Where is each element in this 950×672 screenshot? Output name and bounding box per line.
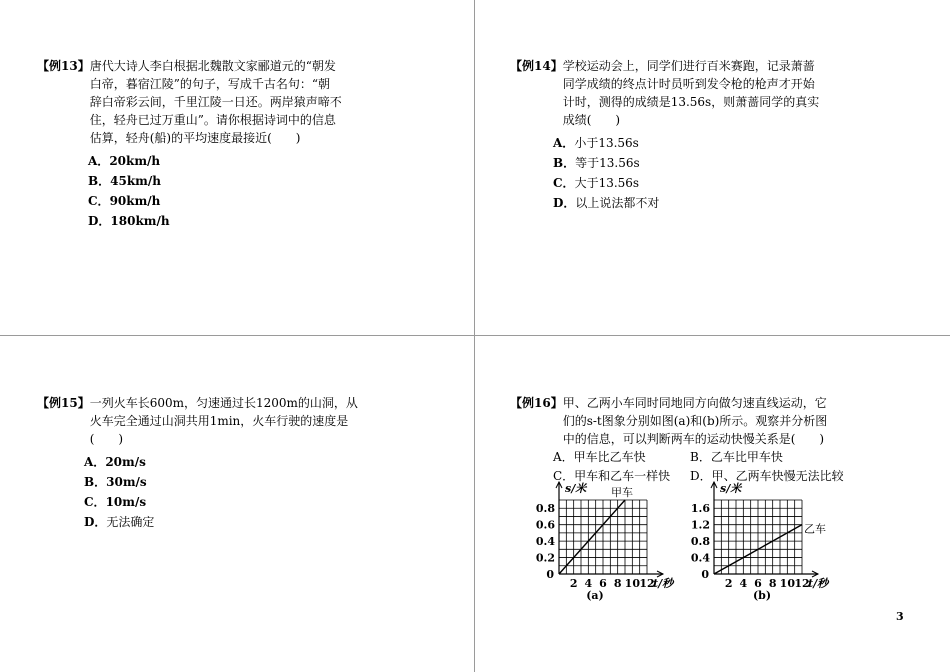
- chart-caption: (b): [752, 589, 772, 602]
- question-line: 们的s-t图象分别如图(a)和(b)所示。观察并分析图: [562, 414, 828, 428]
- series-label: 甲车: [611, 486, 633, 499]
- option-b: B．等于13.56s: [553, 156, 640, 170]
- question-line: 唐代大诗人李白根据北魏散文家郦道元的“朝发: [89, 59, 336, 73]
- option-c: C．甲车和乙车一样快: [553, 469, 671, 483]
- series-label: 乙车: [804, 522, 826, 536]
- option-a: A．小于13.56s: [553, 136, 639, 150]
- question-label: 【例15】: [37, 396, 90, 410]
- chart-b: [690, 474, 850, 604]
- question-text: [563, 394, 855, 448]
- option-b: B．乙车比甲车快: [690, 450, 783, 464]
- option-d: D．无法确定: [84, 515, 155, 529]
- question-16: [510, 394, 855, 486]
- y-tick-label: 0.2: [535, 551, 555, 565]
- option-a: A．甲车比乙车快: [553, 450, 646, 464]
- page-number: 3: [896, 610, 904, 623]
- x-axis-label: t/秒: [653, 577, 674, 590]
- option-d: D．甲、乙两车快慢无法比较: [690, 469, 844, 483]
- x-tick-label: 8: [613, 577, 622, 590]
- option-c: C．90km/h: [88, 194, 161, 208]
- chart-caption: (a): [586, 589, 604, 602]
- question-line: 火车完全通过山洞共用1min，火车行驶的速度是: [89, 414, 349, 428]
- question-14: [510, 57, 840, 213]
- chart-a: [527, 474, 677, 604]
- y-tick-label: 1.2: [690, 518, 710, 532]
- x-tick-label: 2: [569, 577, 578, 590]
- option-c: C．大于13.56s: [553, 176, 640, 190]
- option-b: B．45km/h: [88, 174, 161, 188]
- horizontal-divider: [0, 335, 950, 336]
- question-line: ( ): [89, 432, 124, 446]
- question-label: 【例14】: [510, 59, 563, 73]
- question-line: 一列火车长600m，匀速通过长1200m的山洞，从: [89, 396, 358, 410]
- x-tick-label: 6: [599, 577, 607, 590]
- y-tick-label: 0.8: [690, 535, 710, 549]
- y-tick-label: 0.8: [535, 502, 555, 516]
- question-line: 学校运动会上，同学们进行百米赛跑，记录萧蔷: [562, 59, 815, 73]
- question-line: 中的信息，可以判断两车的运动快慢关系是( ): [562, 432, 825, 446]
- option-c: C．10m/s: [84, 495, 147, 509]
- options-row: [553, 448, 855, 467]
- x-tick-label: 2: [724, 577, 733, 590]
- options-list: [84, 452, 367, 532]
- x-tick-label: 4: [584, 577, 593, 590]
- x-tick-label: 6: [754, 577, 762, 590]
- y-tick-label: 1.6: [690, 502, 710, 516]
- question-label: 【例13】: [37, 59, 90, 73]
- x-tick-label: 4: [739, 577, 748, 590]
- x-axis-label: t/秒: [808, 577, 829, 590]
- y-axis-label: s/米: [565, 482, 587, 495]
- y-tick-label: 0.4: [535, 535, 555, 549]
- question-line: 计时，测得的成绩是13.56s，则萧蔷同学的真实: [562, 95, 820, 109]
- question-line: 辞白帝彩云间，千里江陵一日还。两岸猿声啼不: [89, 95, 342, 109]
- series-line: [559, 500, 625, 574]
- x-tick-label: 8: [768, 577, 777, 590]
- y-tick-label: 0.6: [535, 518, 555, 532]
- question-text: [90, 394, 367, 448]
- question-line: 甲、乙两小车同时同地同方向做匀速直线运动，它: [562, 396, 827, 410]
- question-line: 住，轻舟已过万重山”。请你根据诗词中的信息: [89, 113, 336, 127]
- origin-label: 0: [546, 568, 554, 581]
- x-tick-label: 10: [779, 577, 795, 590]
- question-line: 同学成绩的终点计时员听到发令枪的枪声才开始: [562, 77, 815, 91]
- question-15: [37, 394, 367, 532]
- question-line: 估算，轻舟(船)的平均速度最接近( ): [89, 131, 301, 145]
- y-tick-label: 0.4: [690, 551, 710, 565]
- x-tick-label: 12: [794, 577, 810, 590]
- question-13: [37, 57, 367, 231]
- x-tick-label: 12: [639, 577, 655, 590]
- y-axis-label: s/米: [720, 482, 742, 495]
- options-list: [88, 151, 367, 231]
- x-tick-label: 10: [624, 577, 640, 590]
- question-text: [563, 57, 840, 129]
- option-d: D．以上说法都不对: [553, 196, 660, 210]
- options-list: [553, 133, 840, 213]
- option-d: D．180km/h: [88, 214, 170, 228]
- vertical-divider: [474, 0, 475, 672]
- option-a: A．20m/s: [84, 455, 146, 469]
- question-text: [90, 57, 367, 147]
- option-b: B．30m/s: [84, 475, 147, 489]
- question-label: 【例16】: [510, 396, 563, 410]
- question-line: 白帝，暮宿江陵”的句子，写成千古名句：“朝: [89, 77, 330, 91]
- origin-label: 0: [701, 568, 709, 581]
- option-a: A．20km/h: [88, 154, 161, 168]
- question-line: 成绩( ): [562, 113, 621, 127]
